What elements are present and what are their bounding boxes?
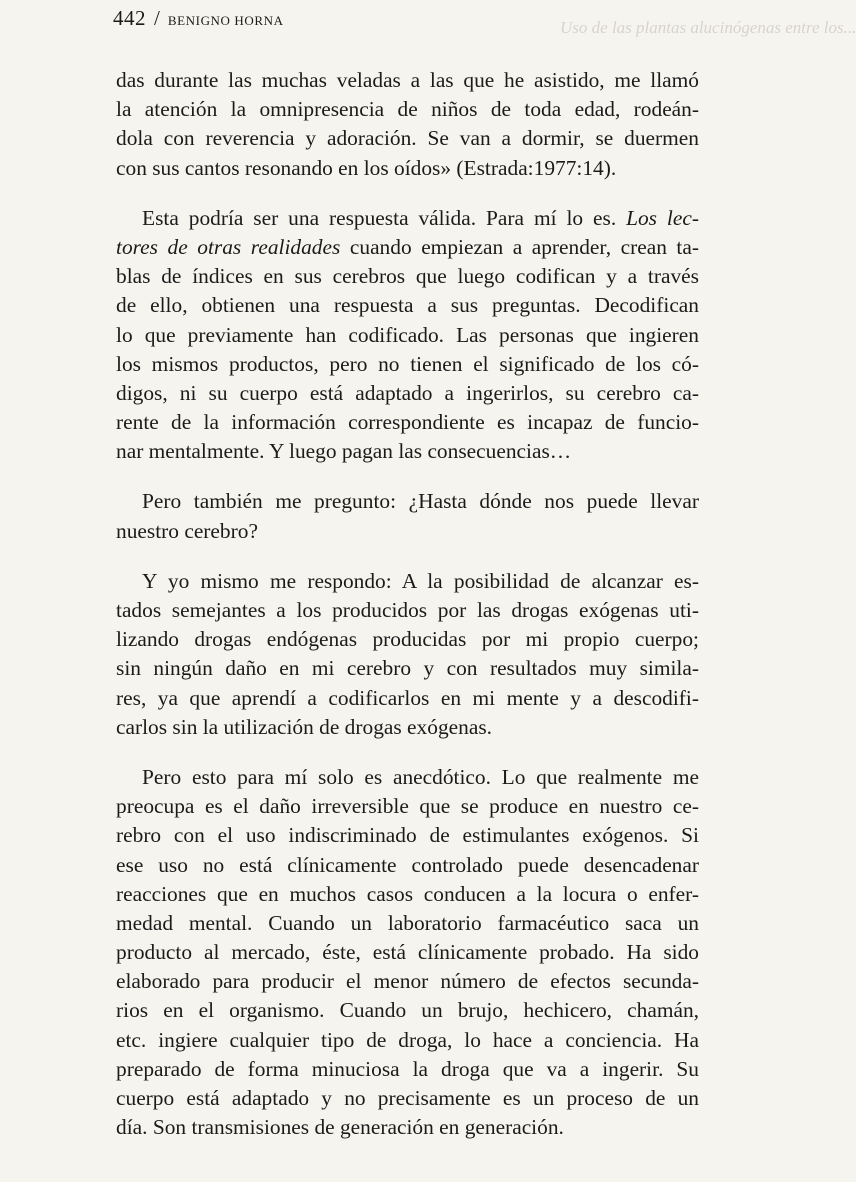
text-line: con sus cantos resonando en los oídos» (Estrada:1977:14). [116,155,617,180]
text-line: nar mentalmente. Y luego pagan las consecuencias… [116,439,572,464]
text-line: Y yo mismo me respondo: A la posibilidad de alcanzar es- [142,568,699,593]
page-header [113,6,284,31]
text-line: blas de índices en sus cerebros que luego codifican y a través [116,264,699,289]
bleed-through-text: Uso de las plantas alucinógenas entre los... [560,18,856,37]
text-line: Pero esto para mí solo es anecdótico. Lo que realmente me [142,764,699,789]
text-line: lo que previamente han codificado. Las personas que ingieren [116,322,699,347]
paragraph-3 [116,487,699,545]
text-line: dola con reverencia y adoración. Se van a dormir, se duermen [116,126,699,151]
paragraph-5 [116,763,699,1142]
italic-title: Los lec- [626,205,699,230]
text-line: rente de la información correspondiente es incapaz de funcio- [116,410,699,435]
text-line: preocupa es el daño irreversible que se produce en nuestro ce- [116,794,699,819]
text-line: carlos sin la utilización de drogas exógenas. [116,714,492,739]
text-line: de ello, obtienen una respuesta a sus preguntas. Decodifican [116,293,699,318]
text-line: rios en el organismo. Cuando un brujo, hechicero, chamán, [116,998,699,1023]
text-line [116,204,699,233]
text-line: lizando drogas endógenas producidas por mi propio cuerpo; [116,627,699,652]
paragraph-2 [116,204,699,467]
text-line: tados semejantes a los producidos por las drogas exógenas uti- [116,598,699,622]
text-line: ese uso no está clínicamente controlado puede desencadenar [116,852,699,877]
text-line: res, ya que aprendí a codificarlos en mi mente y a descodifi- [116,685,699,710]
text-line: sin ningún daño en mi cerebro y con resultados muy simila- [116,656,699,681]
text-line: cuerpo está adaptado y no precisamente es un proceso de un [116,1086,699,1110]
text-line: rebro con el uso indiscriminado de estimulantes exógenos. Si [116,823,699,848]
body-text [116,66,699,1142]
page-number: 442 [113,6,146,30]
text-line: producto al mercado, éste, está clínicamente probado. Ha sido [116,940,699,965]
text-line: das durante las muchas veladas a las que he asistido, me llamó [116,68,699,92]
text-line: etc. ingiere cualquier tipo de droga, lo hace a conciencia. Ha [116,1027,699,1052]
text-line: día. Son transmisiones de generación en generación. [116,1115,564,1140]
italic-title: tores de otras realidades [116,234,341,259]
text-line: Pero también me pregunto: ¿Hasta dónde nos puede llevar [142,489,699,514]
text-run: cuando empiezan a aprender, crean ta- [349,234,699,259]
text-line: reacciones que en muchos casos conducen a la locura o enfer- [116,881,699,906]
text-run: Esta podría ser una respuesta válida. Para mí lo es. [142,205,617,230]
text-line: digos, ni su cuerpo está adaptado a ingerirlos, su cerebro ca- [116,380,699,405]
text-line: la atención la omnipresencia de niños de toda edad, rodeán- [116,97,699,122]
text-line [116,233,699,262]
text-line: nuestro cerebro? [116,518,258,543]
running-head-author: BENIGNO HORNA [167,13,284,28]
text-line: medad mental. Cuando un laboratorio farmacéutico saca un [116,910,699,935]
text-line: elaborado para producir el menor número de efectos secunda- [116,969,699,994]
text-line: preparado de forma minuciosa la droga que va a ingerir. Su [116,1056,699,1081]
header-separator: / [154,6,160,30]
text-line: los mismos productos, pero no tienen el significado de los có- [116,351,699,376]
paragraph-4 [116,567,699,742]
paragraph-1 [116,66,699,183]
